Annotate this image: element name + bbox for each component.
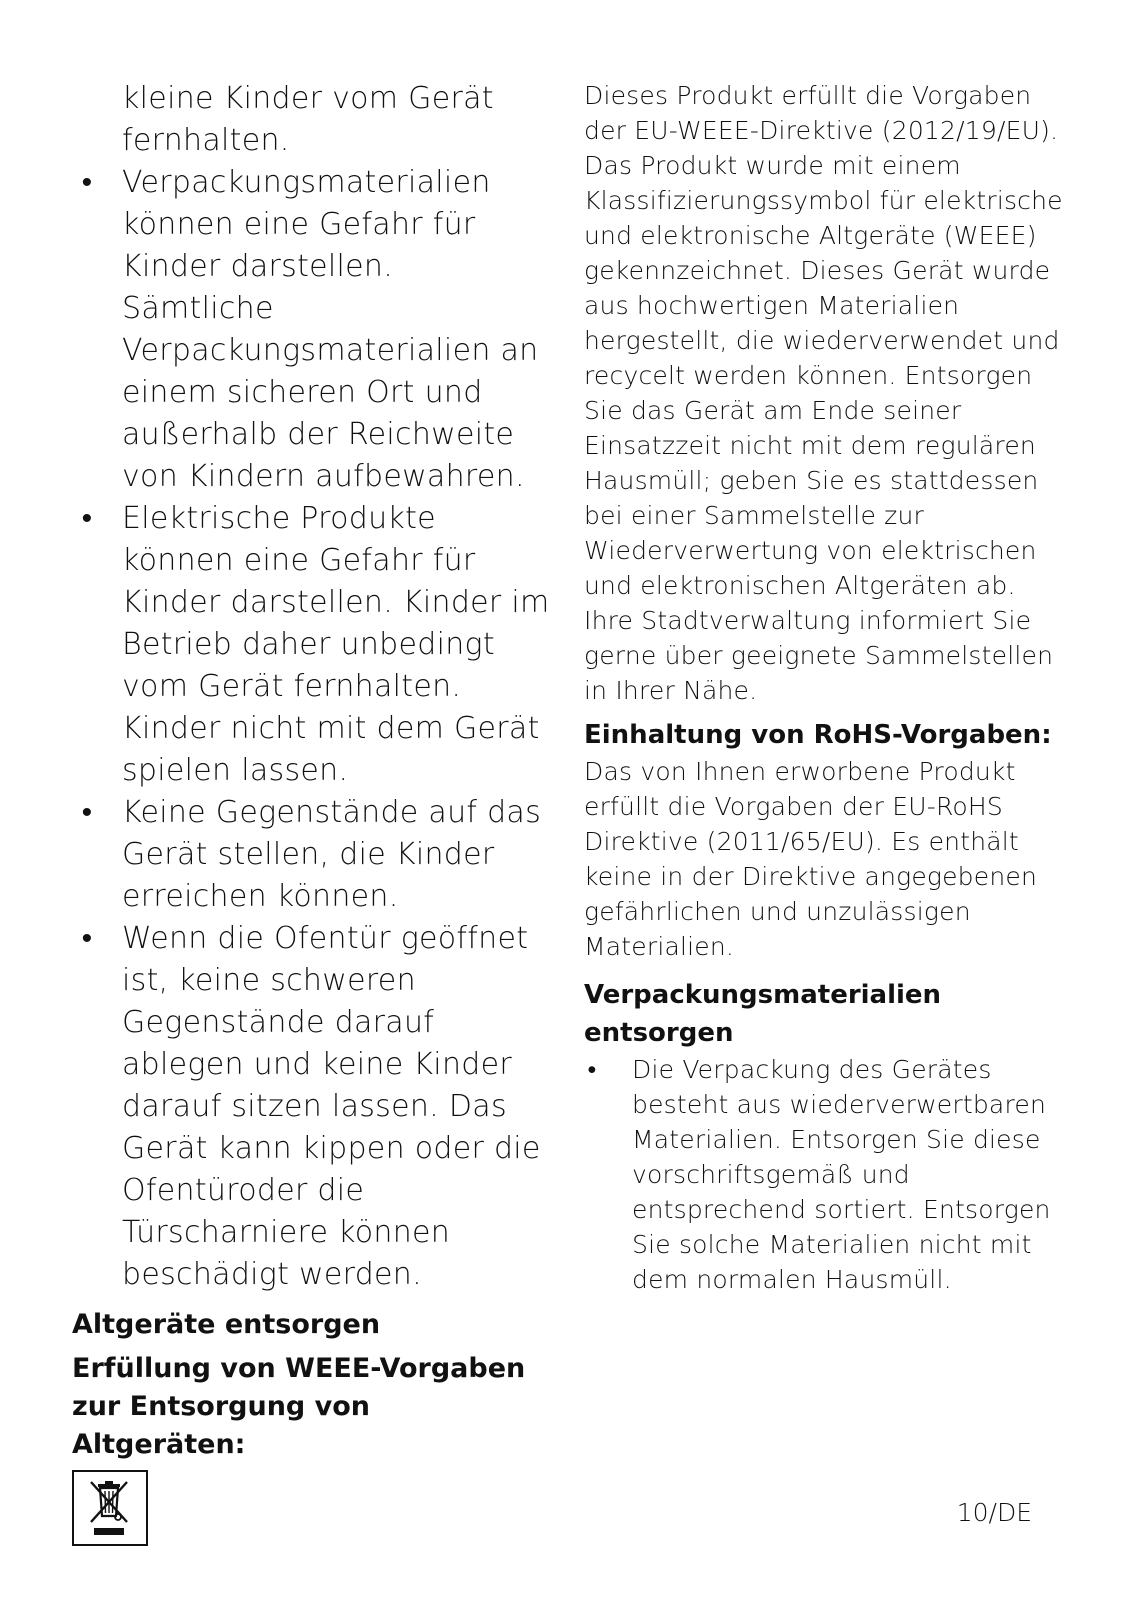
bullet-icon: • <box>81 165 93 200</box>
list-item <box>72 498 552 792</box>
list-item-text: Die Verpackung des Gerätes besteht aus wiederverwertbaren Materialien. Entsorgen Sie diese vorschriftsgemäß und entsprechend sortiert. Entsorgen Sie solche Materialien nicht mit dem normalen Hausmüll. <box>632 1055 1051 1294</box>
rohs-paragraph: Das von Ihnen erworbene Produkt erfüllt die Vorgaben der EU-RoHS Direktive (2011/65/EU). Es enthält keine in der Direktive angegebenen gefährlichen und unzulässigen Materialien. <box>584 757 1038 961</box>
list-item <box>72 162 552 498</box>
list-item-text: Wenn die Ofentür geöffnet ist, keine schweren Gegenstände darauf ablegen und keine Kinder darauf sitzen lassen. Das Gerät kann kippen oder die Ofentüroder die Türscharniere können beschädigt werden. <box>122 921 541 1292</box>
left-column <box>72 78 552 1546</box>
list-item <box>72 918 552 1296</box>
page-number: 10/DE <box>956 1498 1032 1527</box>
list-item-text: Verpackungsmaterialien können eine Gefahr für Kinder darstellen. Sämtliche Verpackungsmaterialien an einem sicheren Ort und außerhalb der Reichweite von Kindern aufbewahren. <box>122 165 539 494</box>
heading-rohs: Einhaltung von RoHS-Vorgaben: <box>584 720 1052 750</box>
continuation-text: kleine Kinder vom Gerät fernhalten. <box>122 81 494 158</box>
bullet-icon: • <box>81 921 93 956</box>
bullet-icon: • <box>81 501 93 536</box>
wheelie-bin-icon <box>74 1472 146 1544</box>
safety-list <box>72 162 552 1296</box>
crossed-out-wheelie-bin-icon <box>72 1470 148 1546</box>
packaging-list <box>584 1052 1064 1297</box>
right-column <box>584 78 1064 1297</box>
bullet-icon: • <box>81 795 93 830</box>
list-item <box>584 1052 1064 1297</box>
bullet-icon: • <box>587 1055 597 1084</box>
weee-paragraph: Dieses Produkt erfüllt die Vorgaben der EU-WEEE-Direktive (2012/19/EU). Das Produkt wurde mit einem Klassifizierungssymbol für elektrische und elektronische Altgeräte (WEEE) gekennzeichnet. Dieses Gerät wurde aus hochwertigen Materialien hergestellt, die wiederverwendet und recycelt werden können. Entsorgen Sie das Gerät am Ende seiner Einsatzzeit nicht mit dem regulären Hausmüll; geben Sie es stattdessen bei einer Sammelstelle zur Wiederverwertung von elektrischen und elektronischen Altgeräten ab. Ihre Stadtverwaltung informiert Sie gerne über geeignete Sammelstellen in Ihrer Nähe. <box>584 81 1063 705</box>
list-item <box>72 792 552 918</box>
heading-disposal: Altgeräte entsorgen <box>72 1309 381 1340</box>
heading-weee: Erfüllung von WEEE-Vorgaben zur Entsorgung von Altgeräten: <box>72 1353 526 1460</box>
heading-packaging: Verpackungsmaterialien entsorgen <box>584 980 942 1048</box>
list-item-text: Keine Gegenstände auf das Gerät stellen, die Kinder erreichen können. <box>122 795 542 914</box>
list-item-text: Elektrische Produkte können eine Gefahr für Kinder darstellen. Kinder im Betrieb daher unbedingt vom Gerät fernhalten. Kinder nicht mit dem Gerät spielen lassen. <box>122 501 550 788</box>
